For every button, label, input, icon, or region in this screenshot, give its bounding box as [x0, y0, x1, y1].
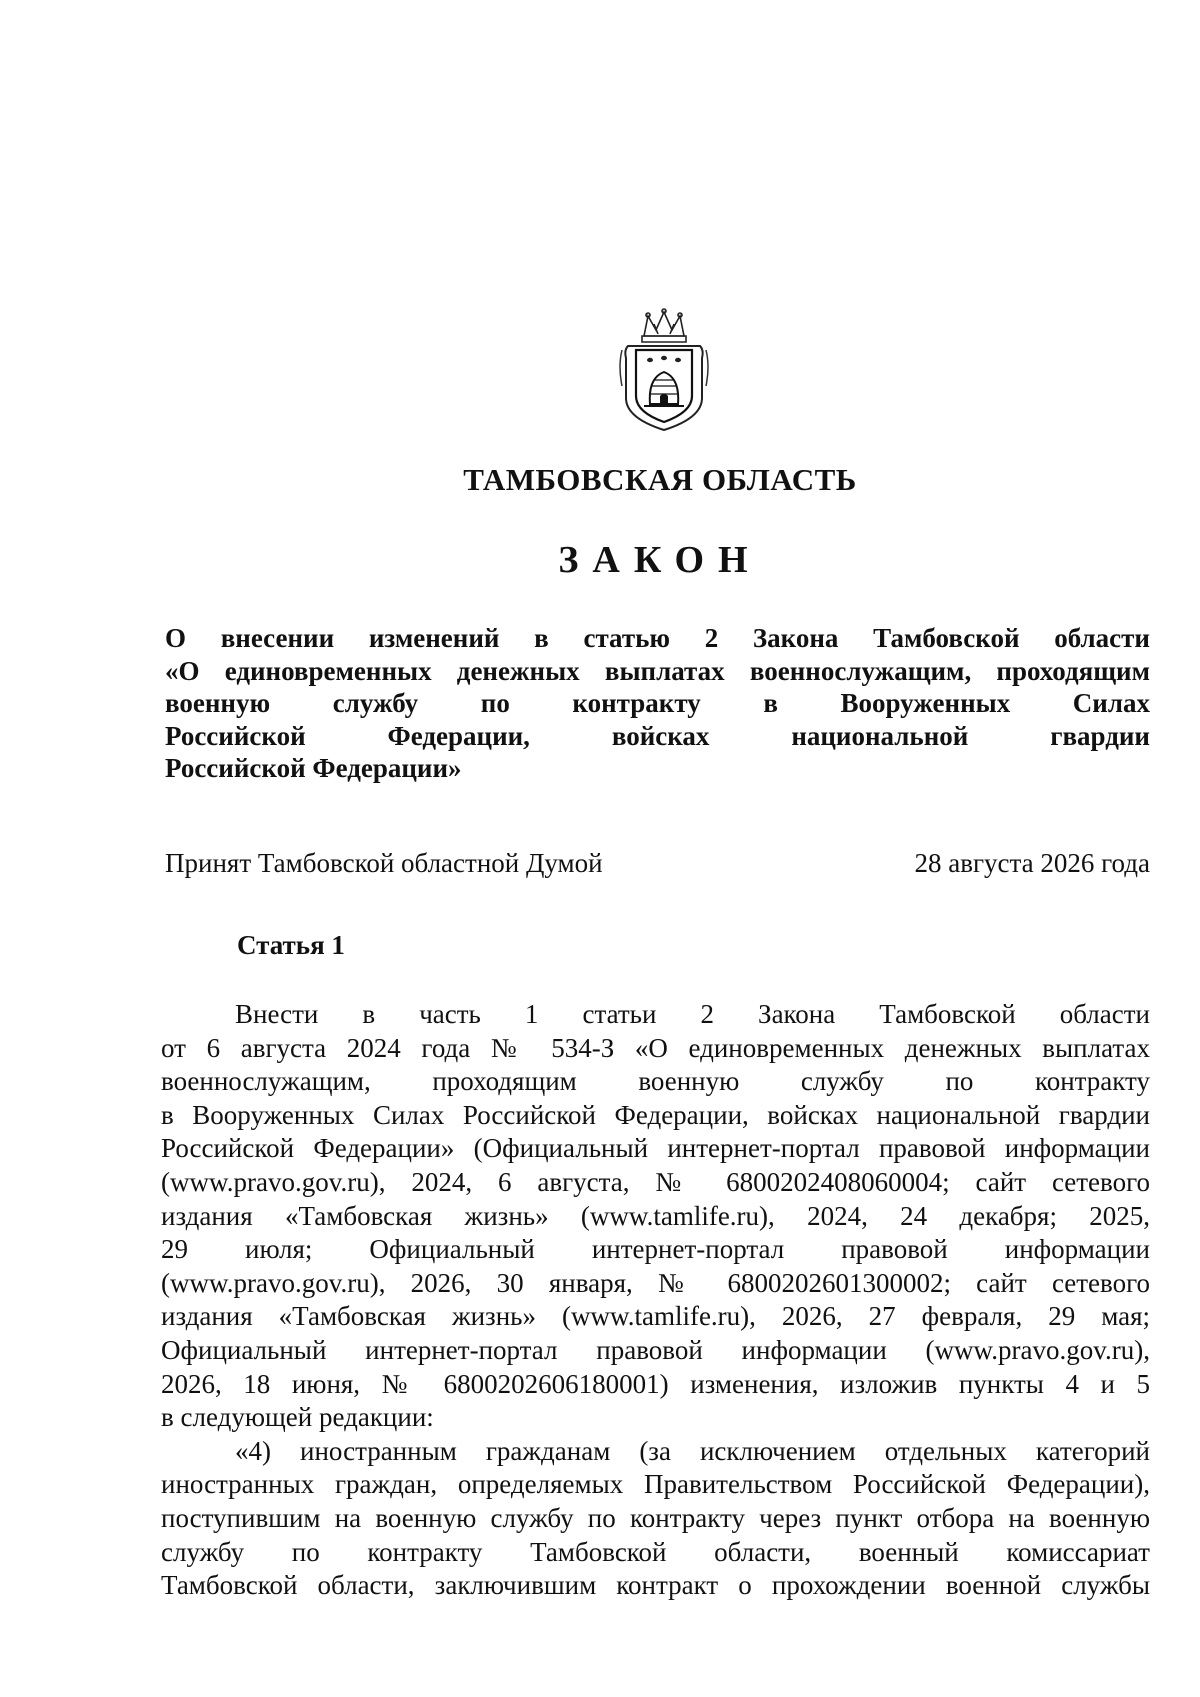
article-body [161, 998, 1150, 1603]
body-line: (www.pravo.gov.ru), 2026, 30 января, № 6800202601300002; сайт сетевого [161, 1267, 1150, 1298]
body-line: иностранных граждан, определяемых Правительством Российской Федерации), [161, 1469, 1150, 1500]
body-line: 2026, 18 июня, № 6800202606180001) изменения, изложив пункты 4 и 5 [161, 1368, 1150, 1399]
body-line: Официальный интернет-портал правовой информации (www.pravo.gov.ru), [161, 1334, 1150, 1365]
adoption-date: 28 августа 2026 года [914, 848, 1150, 878]
law-title-line: Российской Федерации, войсках национальной гвардии [165, 720, 1150, 751]
document-type: ЗАКОН [558, 539, 762, 581]
adopting-body: Принят Тамбовской областной Думой [165, 848, 603, 878]
tambov-coat-of-arms-icon [614, 306, 714, 434]
body-line: службу по контракту Тамбовской области, военный комиссариат [161, 1536, 1150, 1567]
body-line: Внести в часть 1 статьи 2 Закона Тамбовской области [235, 999, 1150, 1029]
body-line: в следующей редакции: [161, 1402, 434, 1433]
body-line: поступившим на военную службу по контракту через пункт отбора на военную [161, 1502, 1150, 1533]
body-line: Российской Федерации» (Официальный интернет-портал правовой информации [161, 1133, 1150, 1164]
body-line: издания «Тамбовская жизнь» (www.tamlife.ru), 2026, 27 февраля, 29 мая; [161, 1301, 1150, 1332]
law-title-line: «О единовременных денежных выплатах военнослужащим, проходящим [165, 655, 1150, 686]
law-title-line: О внесении изменений в статью 2 Закона Тамбовской области [165, 623, 1150, 653]
body-line: 29 июля; Официальный интернет-портал правовой информации [161, 1234, 1150, 1265]
body-line: в Вооруженных Силах Российской Федерации, войсках национальной гвардии [161, 1099, 1150, 1130]
body-line: «4) иностранным гражданам (за исключением отдельных категорий [235, 1435, 1150, 1466]
article-heading: Статья 1 [237, 930, 345, 960]
body-line: от 6 августа 2024 года № 534-З «О единовременных денежных выплатах [161, 1032, 1150, 1063]
body-line: военнослужащим, проходящим военную службу по контракту [161, 1066, 1150, 1097]
law-title-line: Российской Федерации» [165, 753, 462, 783]
adoption-row [165, 848, 1150, 879]
law-title-line: военную службу по контракту в Вооруженных Силах [165, 688, 1150, 718]
body-line: издания «Тамбовская жизнь» (www.tamlife.ru), 2024, 24 декабря; 2025, [161, 1200, 1150, 1231]
region-name: ТАМБОВСКАЯ ОБЛАСТЬ [463, 462, 857, 497]
body-line: (www.pravo.gov.ru), 2024, 6 августа, № 6800202408060004; сайт сетевого [161, 1166, 1150, 1197]
body-line: Тамбовской области, заключившим контракт о прохождении военной службы [161, 1570, 1150, 1601]
law-title [165, 622, 1150, 785]
